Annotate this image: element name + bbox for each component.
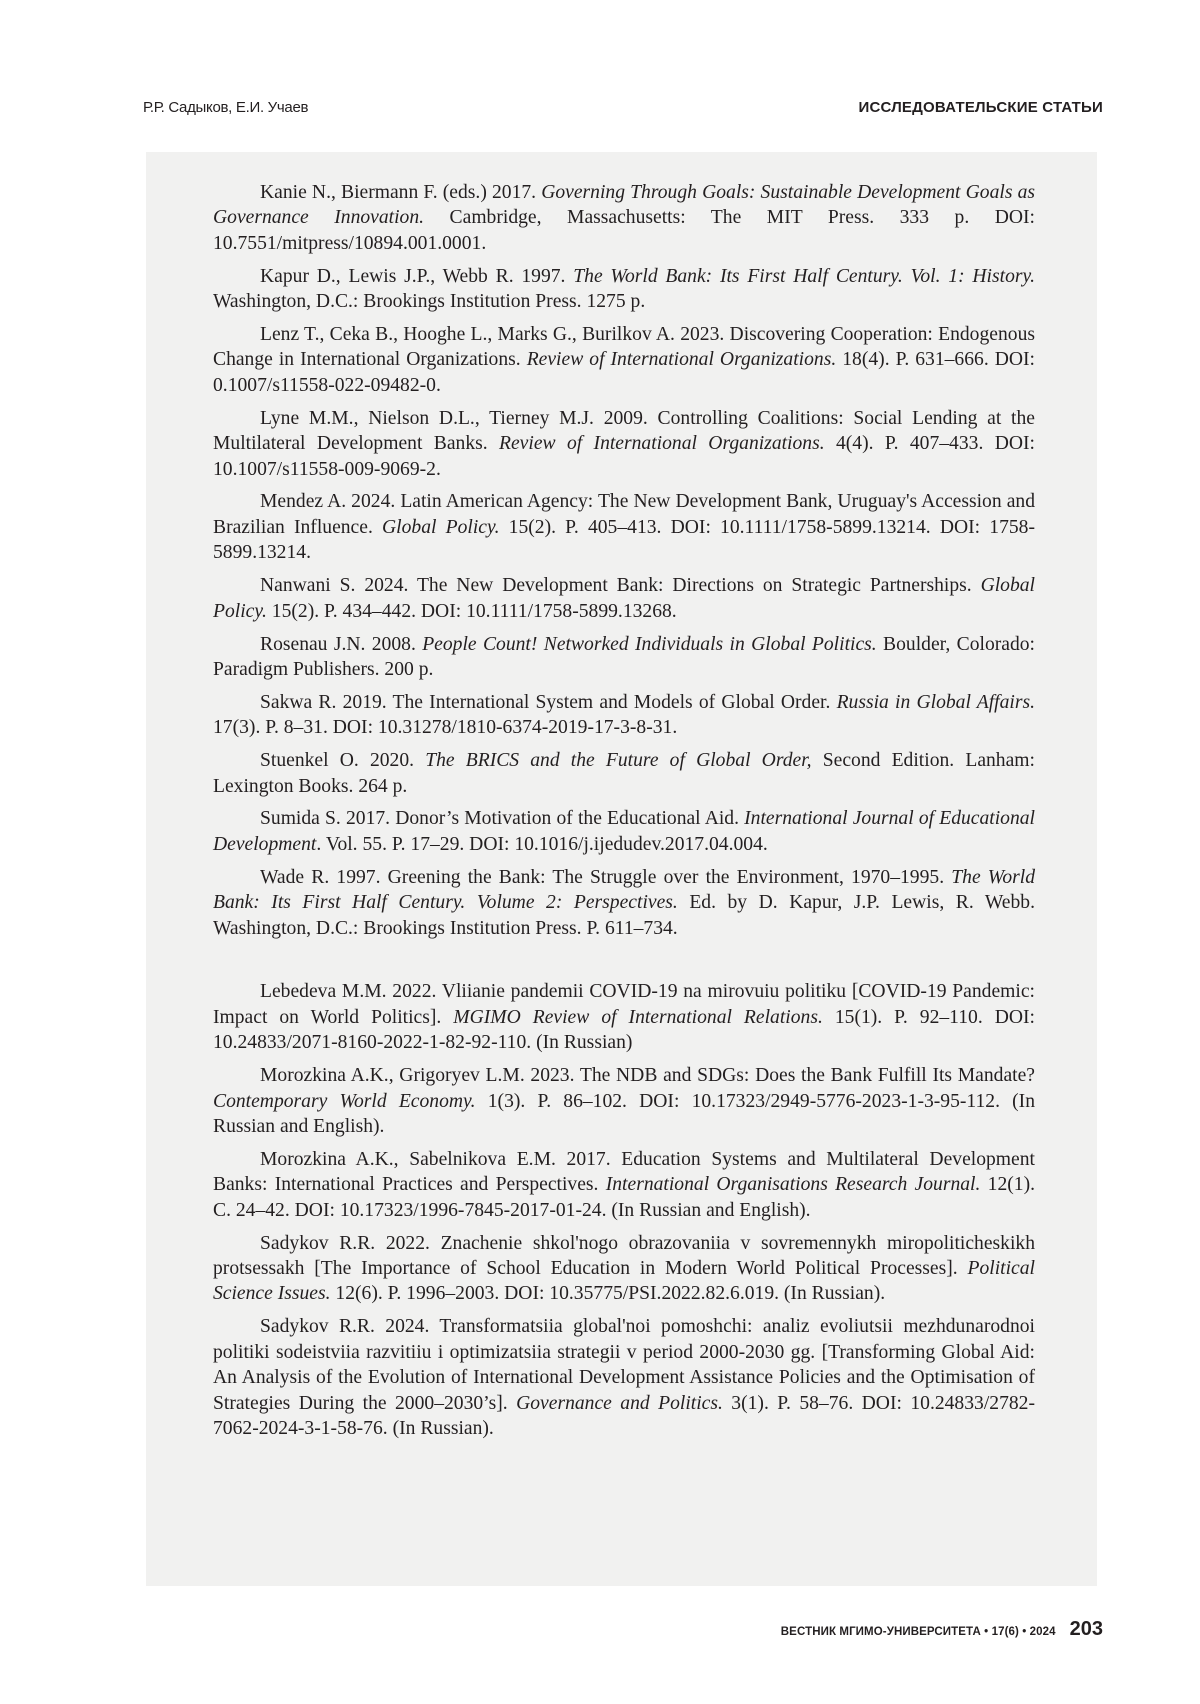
reference-entry [213, 1147, 1035, 1223]
reference-entry [213, 690, 1035, 741]
reference-details: . Vol. 55. P. 17–29. DOI: 10.1016/j.ijedudev.2017.04.004. [316, 833, 768, 855]
reference-entry [213, 264, 1035, 315]
reference-details: Ed. by D. Kapur, J.P. Lewis, R. Webb. Washington, D.C.: Brookings Institution Press. P. 611–734. [213, 892, 1035, 939]
page-footer [781, 1618, 1103, 1648]
reference-text: Kapur D., Lewis J.P., Webb R. 1997. [260, 265, 574, 287]
reference-details: 12(1). C. 24–42. DOI: 10.17323/1996-7845-2017-01-24. (In Russian and English). [213, 1174, 1035, 1221]
reference-title: Governing Through Goals: Sustainable Development Goals as Governance Innovation. [213, 182, 1036, 229]
reference-title: Contemporary World Economy. [213, 1090, 476, 1112]
reference-text: Nanwani S. 2024. The New Development Bank: Directions on Strategic Partnerships. [260, 575, 981, 597]
reference-title: International Journal of Educational Development [213, 808, 1035, 855]
references-english [213, 180, 1035, 941]
reference-title: The World Bank: Its First Half Century. Vol. 1: History. [573, 265, 1035, 287]
reference-text: Stuenkel O. 2020. [260, 750, 426, 772]
reference-entry [213, 865, 1035, 941]
page-number: 203 [1069, 1618, 1103, 1640]
reference-details: 1(3). P. 86–102. DOI: 10.17323/2949-5776-2023-1-3-95-112. (In Russian and English). [213, 1090, 1035, 1137]
reference-entry [213, 1231, 1035, 1307]
reference-text: Sadykov R.R. 2022. Znachenie shkol'nogo obrazovaniia v sovremennykh miropoliticheskikh protsessakh [The Importance of School Education in Modern World Political Processes]. [213, 1232, 1035, 1280]
reference-entry [213, 806, 1035, 857]
reference-entry [213, 489, 1035, 565]
section-gap [213, 948, 1035, 979]
reference-title: MGIMO Review of International Relations. [453, 1006, 823, 1028]
reference-text: Mendez A. 2024. Latin American Agency: The New Development Bank, Uruguay's Accession and Brazilian Influence. [213, 491, 1035, 538]
reference-entry [213, 322, 1035, 398]
reference-text: Sumida S. 2017. Donor’s Motivation of the Educational Aid. [260, 808, 745, 830]
reference-entry [213, 1063, 1035, 1139]
references-russian-transliterated [213, 979, 1035, 1441]
reference-details: 15(1). P. 92–110. DOI: 10.24833/2071-8160-2022-1-82-92-110. (In Russian) [213, 1006, 1035, 1054]
reference-title: Global Policy. [382, 516, 500, 538]
reference-title: Review of International Organizations. [499, 433, 825, 455]
reference-title: People Count! Networked Individuals in Global Politics. [422, 633, 877, 655]
reference-details: Second Edition. Lanham: Lexington Books. 264 p. [213, 750, 1035, 797]
reference-title: International Organisations Research Journal. [605, 1174, 981, 1196]
reference-entry [213, 1314, 1035, 1441]
reference-details: 18(4). P. 631–666. DOI: 0.1007/s11558-022-09482-0. [213, 349, 1035, 396]
reference-title: Russia in Global Affairs. [836, 691, 1035, 713]
reference-details: 3(1). P. 58–76. DOI: 10.24833/2782-7062-2024-3-1-58-76. (In Russian). [213, 1392, 1035, 1439]
reference-text: Lebedeva M.M. 2022. Vliianie pandemii COVID-19 na mirovuiu politiku [COVID-19 Pandemic: Impact on World Politics]. [213, 981, 1035, 1028]
reference-text: Kanie N., Biermann F. (eds.) 2017. [260, 182, 542, 203]
reference-text: Sadykov R.R. 2024. Transformatsiia global'noi pomoshchi: analiz evoliutsii mezhdunarodnoi politiki sodeistviia razvitiiu i optimizatsiia strategii v period 2000-2030 gg. [Transforming Global Aid: An Analysis of the Evolution of International Development Assistance Policies and the Optimisation of Strategies During the 2000–2030’s]. [213, 1316, 1035, 1414]
reference-title: The World Bank: Its First Half Century. Volume 2: Perspectives. [213, 866, 1035, 914]
reference-title: The BRICS and the Future of Global Order, [425, 750, 812, 772]
reference-entry [213, 573, 1035, 624]
header-authors: Р.Р. Садыков, Е.И. Учаев [143, 99, 309, 116]
reference-details: 12(6). P. 1996–2003. DOI: 10.35775/PSI.2022.82.6.019. (In Russian). [330, 1283, 886, 1305]
reference-details: 17(3). P. 8–31. DOI: 10.31278/1810-6374-2019-17-3-8-31. [213, 717, 678, 739]
reference-text: Lyne M.M., Nielson D.L., Tierney M.J. 2009. Controlling Coalitions: Social Lending at the Multilateral Development Banks. [213, 407, 1035, 455]
reference-text: Wade R. 1997. Greening the Bank: The Struggle over the Environment, 1970–1995. [260, 866, 952, 888]
reference-text: Morozkina A.K., Sabelnikova E.M. 2017. Education Systems and Multilateral Development Banks: International Practices and Perspectives. [213, 1148, 1035, 1196]
reference-entry [213, 180, 1035, 256]
reference-title: Review of International Organizations. [526, 349, 837, 371]
footer-journal-name: ВЕСТНИК МГИМО-УНИВЕРСИТЕТА • 17(6) • 2024 [780, 1626, 1056, 1638]
reference-details: 4(4). P. 407–433. DOI: 10.1007/s11558-009-9069-2. [213, 433, 1035, 480]
reference-text: Lenz T., Ceka B., Hooghe L., Marks G., Burilkov A. 2023. Discovering Cooperation: Endogenous Change in International Organizations. [213, 324, 1035, 371]
reference-details: Cambridge, Massachusetts: The MIT Press. 333 p. DOI: 10.7551/mitpress/10894.001.0001. [213, 207, 1035, 254]
reference-text: Sakwa R. 2019. The International System and Models of Global Order. [260, 691, 837, 713]
reference-details: Boulder, Colorado: Paradigm Publishers. 200 p. [213, 633, 1036, 680]
reference-details: Washington, D.C.: Brookings Institution Press. 1275 p. [213, 291, 646, 313]
reference-text: Morozkina A.K., Grigoryev L.M. 2023. The NDB and SDGs: Does the Bank Fulfill Its Mandate? [260, 1065, 1035, 1087]
running-header [143, 99, 1103, 123]
reference-text: Rosenau J.N. 2008. [260, 633, 423, 655]
reference-title: Governance and Politics. [516, 1392, 723, 1414]
reference-entry [213, 632, 1035, 683]
reference-title: Political Science Issues. [213, 1258, 1035, 1305]
reference-details: 15(2). P. 405–413. DOI: 10.1111/1758-5899.13214. DOI: 1758-5899.13214. [213, 516, 1035, 564]
reference-list [213, 180, 1035, 1449]
reference-details: 15(2). P. 434–442. DOI: 10.1111/1758-5899.13268. [266, 600, 677, 622]
reference-title: Global Policy. [213, 575, 1035, 622]
header-section-title: ИССЛЕДОВАТЕЛЬСКИЕ СТАТЬИ [858, 99, 1103, 116]
reference-entry [213, 748, 1035, 799]
reference-entry [213, 979, 1035, 1055]
reference-entry [213, 406, 1035, 482]
